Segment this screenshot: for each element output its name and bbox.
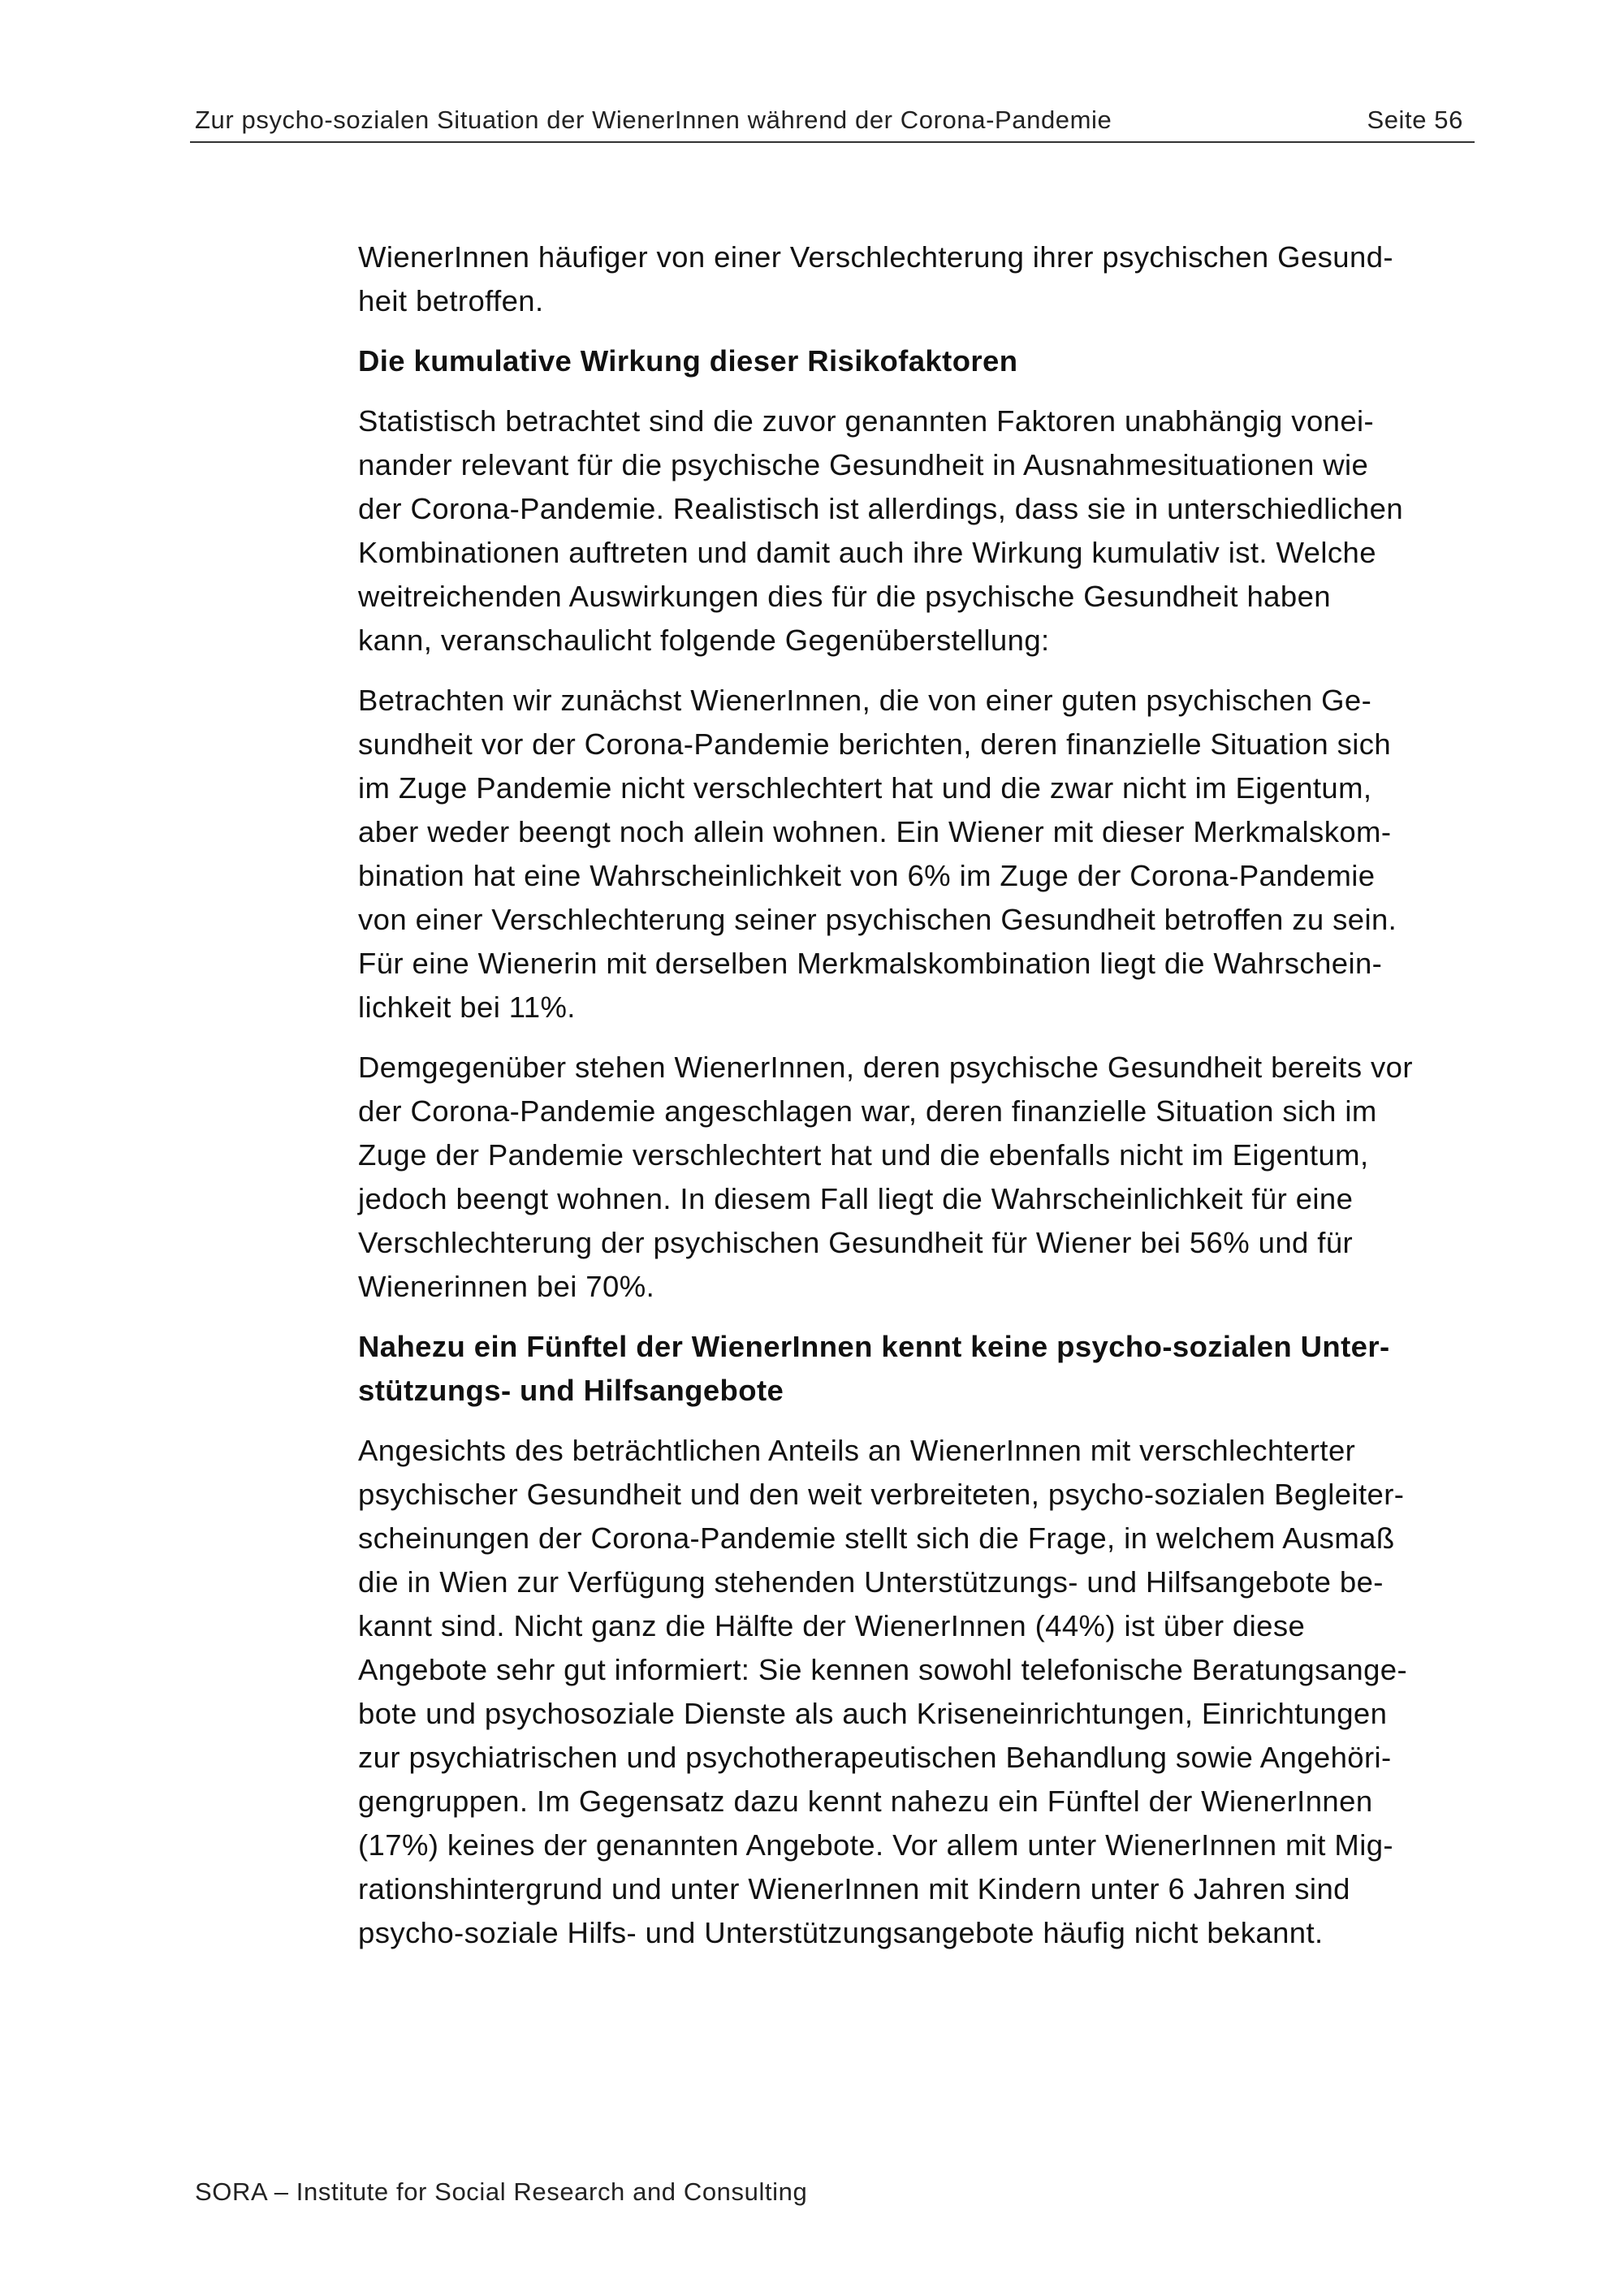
header-title: Zur psycho-sozialen Situation der WienerInnen während der Corona-Pandemie [195, 106, 1112, 134]
text-line: der Corona-Pandemie. Realistisch ist allerdings, dass sie in unterschiedlichen [358, 492, 1404, 525]
text-line: zur psychiatrischen und psychotherapeutischen Behandlung sowie Angehöri- [358, 1741, 1392, 1774]
text-line: heit betroffen. [358, 284, 544, 317]
text-line: kann, veranschaulicht folgende Gegenüberstellung: [358, 624, 1050, 657]
text-line: bote und psychosoziale Dienste als auch Kriseneinrichtungen, Einrichtungen [358, 1697, 1388, 1730]
paragraph-statistical-view [358, 399, 1471, 662]
paragraph-poor-health-scenario [358, 1046, 1471, 1309]
text-line: Verschlechterung der psychischen Gesundheit für Wiener bei 56% und für [358, 1226, 1354, 1259]
text-line: rationshintergrund und unter WienerInnen mit Kindern unter 6 Jahren sind [358, 1872, 1350, 1905]
text-line: nander relevant für die psychische Gesundheit in Ausnahmesituationen wie [358, 448, 1369, 481]
text-line: Statistisch betrachtet sind die zuvor genannten Faktoren unabhängig vonei- [358, 404, 1375, 438]
text-line: bination hat eine Wahrscheinlichkeit von 6% im Zuge der Corona-Pandemie [358, 859, 1376, 892]
text-line: psycho-soziale Hilfs- und Unterstützungsangebote häufig nicht bekannt. [358, 1916, 1324, 1949]
heading-line: stützungs- und Hilfsangebote [358, 1374, 784, 1407]
text-line: Angesichts des beträchtlichen Anteils an WienerInnen mit verschlechterter [358, 1434, 1356, 1467]
text-line: weitreichenden Auswirkungen dies für die psychische Gesundheit haben [358, 580, 1331, 613]
text-line: scheinungen der Corona-Pandemie stellt sich die Frage, in welchem Ausmaß [358, 1521, 1395, 1555]
document-body [358, 235, 1471, 1971]
heading-line: Nahezu ein Fünftel der WienerInnen kennt keine psycho-sozialen Unter- [358, 1330, 1390, 1363]
paragraph-good-health-scenario [358, 679, 1471, 1029]
page-footer: SORA – Institute for Social Research and Consulting [195, 2177, 808, 2206]
text-line: (17%) keines der genannten Angebote. Vor allem unter WienerInnen mit Mig- [358, 1828, 1393, 1862]
text-line: psychischer Gesundheit und den weit verbreiteten, psycho-sozialen Begleiter- [358, 1478, 1405, 1511]
section-heading-cumulative-effect [358, 339, 1471, 383]
heading-line: Die kumulative Wirkung dieser Risikofaktoren [358, 344, 1018, 378]
text-line: kannt sind. Nicht ganz die Hälfte der WienerInnen (44%) ist über diese [358, 1609, 1306, 1642]
text-line: lichkeit bei 11%. [358, 990, 576, 1024]
paragraph-continuation [358, 235, 1471, 323]
text-line: Wienerinnen bei 70%. [358, 1270, 655, 1303]
text-line: Demgegenüber stehen WienerInnen, deren psychische Gesundheit bereits vor [358, 1051, 1413, 1084]
text-line: WienerInnen häufiger von einer Verschlechterung ihrer psychischen Gesund- [358, 240, 1393, 274]
text-line: Betrachten wir zunächst WienerInnen, die von einer guten psychischen Ge- [358, 684, 1372, 717]
text-line: aber weder beengt noch allein wohnen. Ein Wiener mit dieser Merkmalskom- [358, 815, 1392, 848]
text-line: jedoch beengt wohnen. In diesem Fall liegt die Wahrscheinlichkeit für eine [358, 1182, 1354, 1215]
text-line: von einer Verschlechterung seiner psychischen Gesundheit betroffen zu sein. [358, 903, 1397, 936]
text-line: Angebote sehr gut informiert: Sie kennen sowohl telefonische Beratungsange- [358, 1653, 1408, 1686]
text-line: der Corona-Pandemie angeschlagen war, deren finanzielle Situation sich im [358, 1094, 1377, 1128]
text-line: Zuge der Pandemie verschlechtert hat und die ebenfalls nicht im Eigentum, [358, 1138, 1369, 1172]
text-line: Kombinationen auftreten und damit auch ihre Wirkung kumulativ ist. Welche [358, 536, 1376, 569]
text-line: Für eine Wienerin mit derselben Merkmalskombination liegt die Wahrschein- [358, 947, 1383, 980]
page-number: Seite 56 [1367, 106, 1463, 134]
text-line: sundheit vor der Corona-Pandemie berichten, deren finanzielle Situation sich [358, 727, 1392, 761]
text-line: die in Wien zur Verfügung stehenden Unterstützungs- und Hilfsangebote be- [358, 1565, 1384, 1599]
page-header [190, 101, 1475, 143]
text-line: gengruppen. Im Gegensatz dazu kennt nahezu ein Fünftel der WienerInnen [358, 1785, 1373, 1818]
paragraph-support-awareness [358, 1429, 1471, 1955]
section-heading-support-offers [358, 1325, 1471, 1413]
text-line: im Zuge Pandemie nicht verschlechtert hat und die zwar nicht im Eigentum, [358, 771, 1372, 805]
